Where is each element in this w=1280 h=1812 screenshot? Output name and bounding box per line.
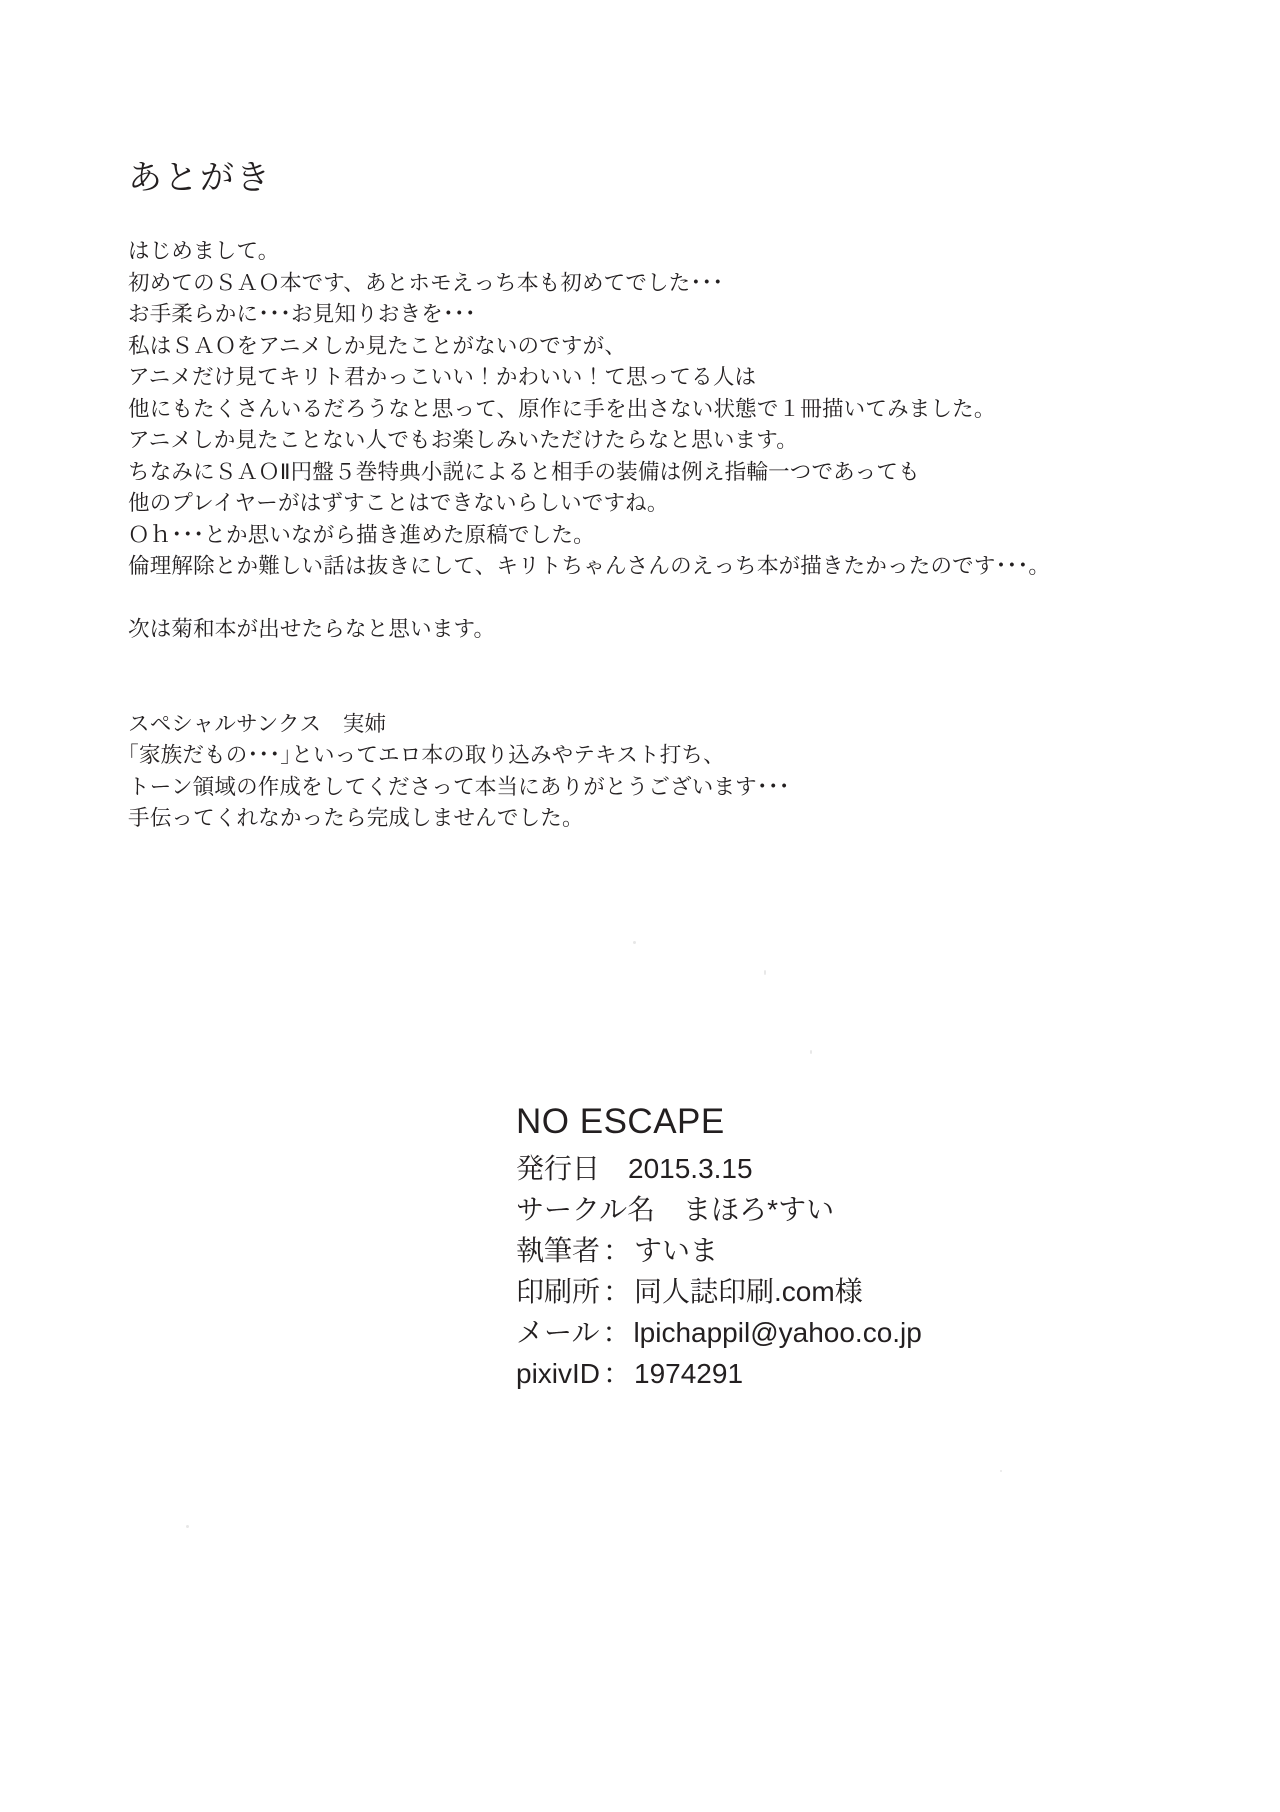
afterword-heading: あとがき [128, 159, 272, 197]
colophon-separator: ： [603, 1235, 632, 1266]
colophon [516, 1100, 1136, 1394]
colophon-separator: ： [603, 1358, 632, 1389]
colophon-separator: ： [603, 1276, 632, 1307]
afterword-line: 他のプレイヤーがはずすことはできないらしいですね。 [128, 491, 669, 515]
colophon-row-circle-name [516, 1189, 1136, 1230]
afterword-line: 他にもたくさんいるだろうなと思って、原作に手を出さない状態で１冊描いてみました。 [128, 396, 996, 421]
paragraph-spacer [128, 646, 1088, 709]
afterword-line: Ｏｈ･･･とか思いながら描き進めた原稿でした。 [128, 522, 595, 547]
colophon-label: pixivID [516, 1358, 601, 1389]
afterword-line: アニメだけ見てキリト君かっこいい！かわいい！て思ってる人は [128, 365, 757, 389]
colophon-label: 発行日 [516, 1153, 601, 1184]
colophon-value: 2015.3.15 [628, 1153, 753, 1184]
colophon-label: 執筆者 [516, 1235, 601, 1266]
colophon-value: まほろ*すい [683, 1194, 835, 1225]
next-work-note: 次は菊和本が出せたらなと思います。 [128, 617, 496, 641]
colophon-value: 1974291 [634, 1358, 744, 1389]
special-thanks-line: ｢家族だもの･･･｣といってエロ本の取り込みやテキスト打ち、 [128, 743, 725, 767]
paper-speck [1000, 1470, 1002, 1472]
afterword-line: はじめまして。 [128, 239, 280, 263]
colophon-row-publication-date [516, 1148, 1136, 1189]
afterword-line: 初めてのＳＡＯ本です、あとホモえっち本も初めてでした･･･ [128, 270, 724, 295]
paper-speck [764, 970, 766, 975]
special-thanks-heading: スペシャルサンクス 実姉 [128, 711, 387, 736]
colophon-email-value[interactable]: lpichappil@yahoo.co.jp [633, 1317, 922, 1348]
afterword-line: 倫理解除とか難しい話は抜きにして、キリトちゃんさんのえっち本が描きたかったのです･･･。 [128, 554, 1051, 578]
colophon-row-author [516, 1230, 1136, 1271]
special-thanks-line: トーン領域の作成をしてくださって本当にありがとうございます･･･ [128, 774, 790, 799]
paper-speck [810, 1050, 812, 1054]
afterword-body [128, 236, 1088, 835]
colophon-row-printer [516, 1271, 1136, 1312]
afterword-line: アニメしか見たことない人でもお楽しみいただけたらなと思います。 [128, 428, 798, 452]
colophon-title: NO ESCAPE [516, 1102, 725, 1141]
colophon-value: 同人誌印刷.com様 [634, 1276, 863, 1307]
paper-speck [633, 941, 636, 944]
afterword-line: ちなみにＳＡＯⅡ円盤５巻特典小説によると相手の装備は例え指輪一つであっても [128, 459, 920, 484]
colophon-separator: ： [602, 1317, 631, 1348]
colophon-label: メール [516, 1317, 600, 1348]
colophon-label: 印刷所 [516, 1276, 601, 1307]
colophon-label: サークル名 [516, 1194, 656, 1225]
paragraph-spacer [128, 583, 1088, 615]
paper-speck [186, 1525, 189, 1528]
colophon-value: すいま [634, 1235, 719, 1266]
afterword-line: お手柔らかに･･･お見知りおきを･･･ [128, 302, 476, 326]
afterword-line: 私はＳＡＯをアニメしか見たことがないのですが、 [128, 333, 627, 358]
colophon-row-mail [516, 1312, 1136, 1353]
special-thanks-line: 手伝ってくれなかったら完成しませんでした。 [128, 806, 584, 830]
colophon-row-pixiv-id [516, 1353, 1136, 1394]
